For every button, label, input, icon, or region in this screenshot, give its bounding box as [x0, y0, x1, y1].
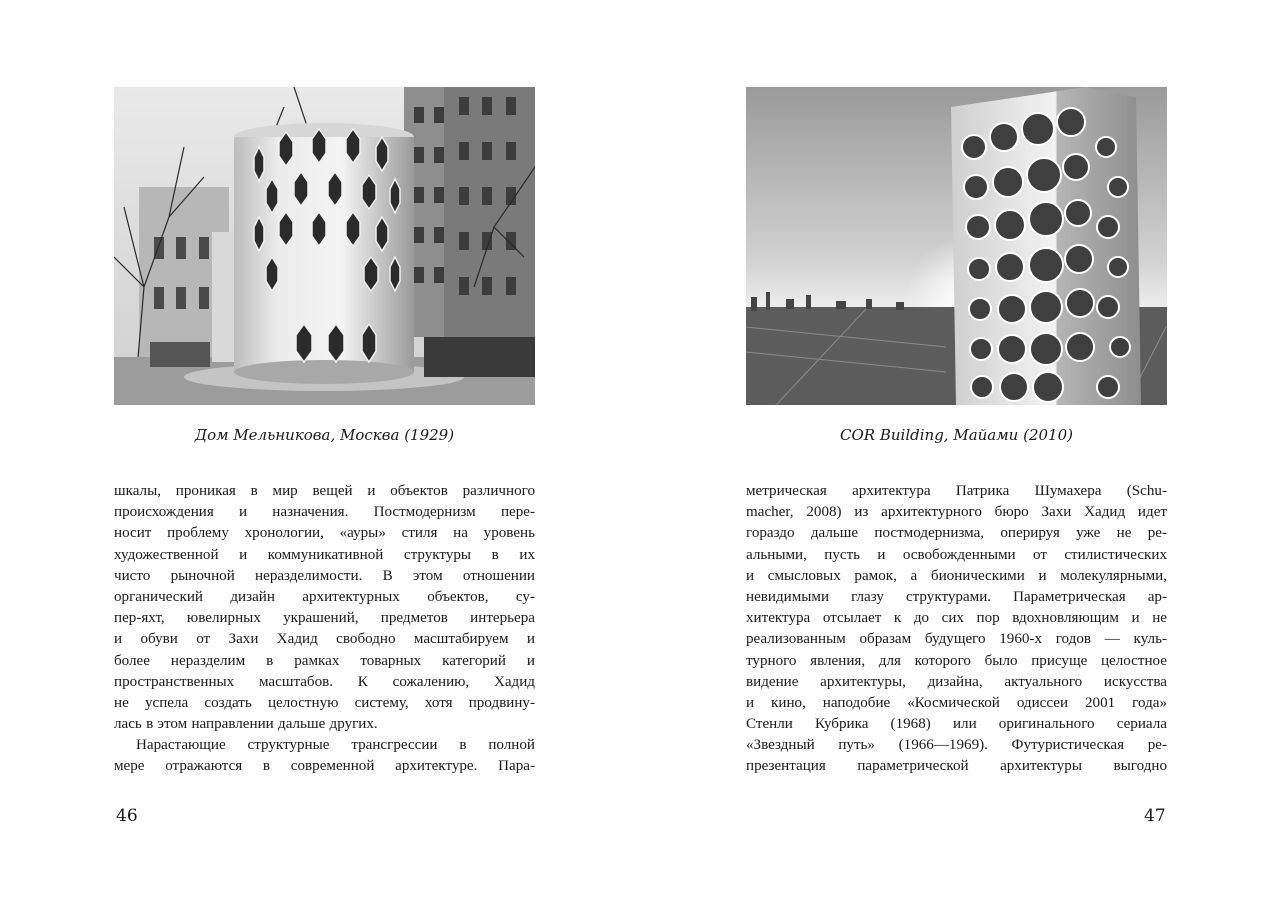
text-line: и смысловых рамок, а бионическими и молекулярными, [746, 567, 1167, 584]
text-line: гораздо дальше постмодернизма, оперируя уже не ре- [746, 525, 1167, 542]
text-line: художественной и коммуникативной структуры в их [114, 546, 535, 563]
text-line: лась в этом направлении дальше других. [114, 716, 378, 733]
text-line: чисто рыночной неразделимости. В этом отношении [114, 567, 535, 584]
body-text [114, 481, 535, 778]
text-line: презентация параметрической архитектуры выгодно [746, 758, 1167, 775]
text-line: более неразделим в рамках товарных категорий и [114, 652, 535, 669]
text-line: хитектура отсылает к до сих пор вдохновляющим и не [746, 610, 1167, 627]
text-line: Стенли Кубрика (1968) или оригинального сериала [746, 716, 1167, 733]
text-line: и кино, наподобие «Космической одиссеи 2001 года» [746, 694, 1167, 711]
text-line: пространственных масштабов. К сожалению, Хадид [114, 673, 535, 690]
text-line: органический дизайн архитектурных объектов, су- [114, 588, 535, 605]
text-line: турного явления, для которого было присуще целостное [746, 652, 1167, 669]
photo-caption: COR Building, Майами (2010) [840, 426, 1073, 444]
photo-caption: Дом Мельникова, Москва (1929) [194, 426, 455, 444]
text-line: не успела создать целостную систему, хотя продвину- [114, 694, 535, 711]
text-line: видение архитектуры, дизайна, актуального искусства [746, 673, 1167, 690]
page-number: 47 [1144, 806, 1166, 826]
melnikov-house-photo [114, 87, 535, 405]
text-line: шкалы, проникая в мир вещей и объектов различного [114, 483, 535, 499]
body-text [746, 481, 1167, 778]
right-page [640, 0, 1280, 920]
text-line: метрическая архитектура Патрика Шумахера (Schu- [746, 483, 1167, 499]
text-line: пер-яхт, ювелирных украшений, предметов интерьера [114, 610, 535, 627]
cor-building-photo [746, 87, 1167, 405]
text-line: альными, пусть и освобожденными от стилистических [746, 546, 1167, 563]
text-line: невидимыми глазу структурами. Параметрическая ар- [746, 588, 1167, 605]
text-line: носит проблему хронологии, «ауры» стиля на уровень [114, 525, 535, 542]
text-line: происхождения и назначения. Постмодернизм пере- [114, 504, 535, 521]
text-line: реализованным образам будущего 1960-х годов — куль- [746, 631, 1167, 648]
page-number: 46 [116, 806, 138, 826]
text-line: и обуви от Захи Хадид свободно масштабируем и [114, 631, 535, 648]
text-line: мере отражаются в современной архитектуре. Пара- [114, 758, 535, 775]
text-line: «Звездный путь» (1966—1969). Футуристическая ре- [746, 737, 1167, 754]
text-line: macher, 2008) из архитектурного бюро Захи Хадид идет [746, 504, 1167, 521]
text-line: Нарастающие структурные трансгрессии в полной [136, 737, 535, 754]
